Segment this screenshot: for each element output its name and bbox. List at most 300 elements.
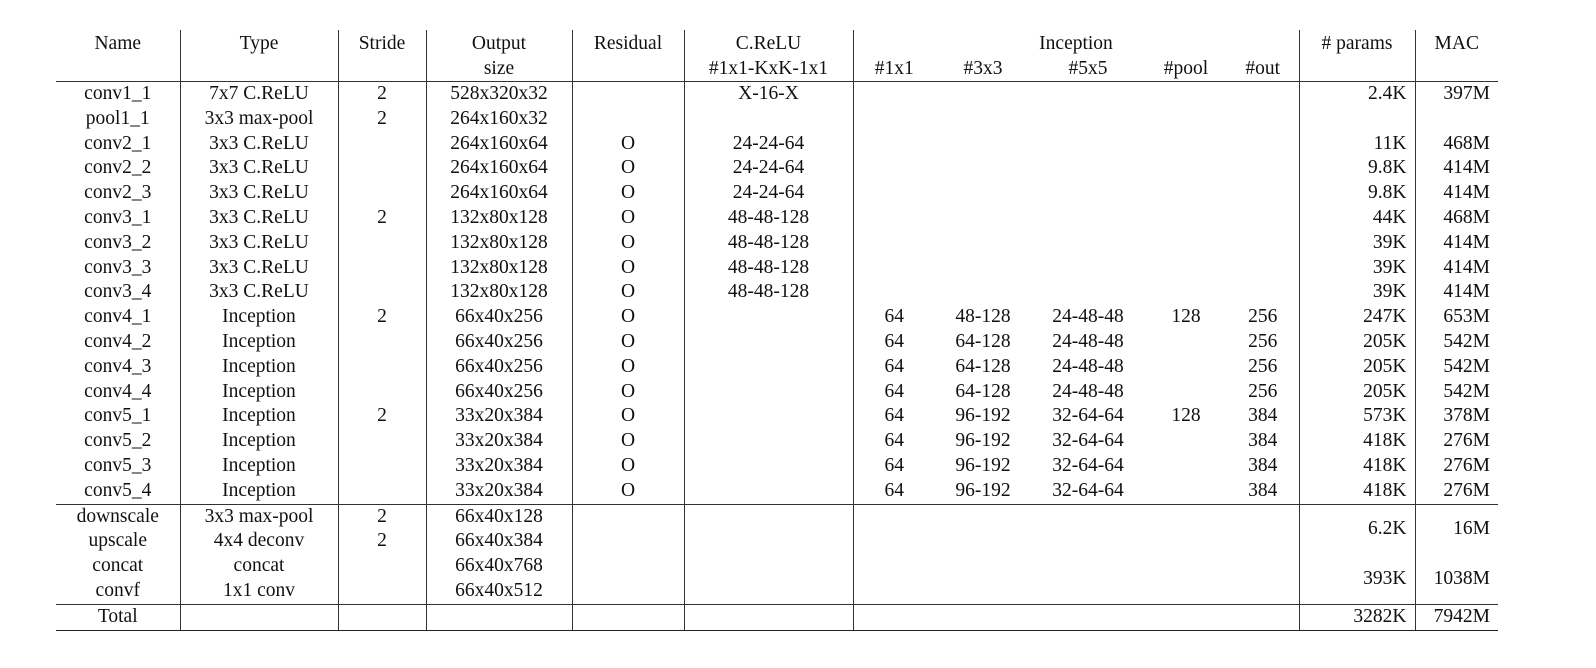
cell-residual xyxy=(572,504,684,529)
cell-inception-1x1 xyxy=(853,256,935,281)
header-inception: Inception xyxy=(853,30,1299,56)
cell-crelu xyxy=(684,305,853,330)
cell-inception-out xyxy=(1227,107,1299,132)
table-row xyxy=(56,181,1498,206)
cell-residual xyxy=(572,107,684,132)
cell-residual: O xyxy=(572,454,684,479)
table-row xyxy=(56,330,1498,355)
cell-name: conv3_4 xyxy=(84,281,152,303)
cell-params: 418K xyxy=(1299,479,1415,504)
cell-inception-1x1 xyxy=(853,82,935,107)
cell-inception-3x3 xyxy=(935,181,1031,206)
header-empty-params xyxy=(1299,56,1415,82)
header-output-line1: Output xyxy=(426,30,572,56)
cell-mac: 414M xyxy=(1415,256,1498,281)
cell-output-size: 132x80x128 xyxy=(426,256,572,281)
cell-inception-pool: 128 xyxy=(1171,306,1201,328)
cell-name: concat xyxy=(92,555,144,577)
table-body-total xyxy=(56,604,1498,630)
cell-params: 2.4K xyxy=(1299,82,1415,107)
cell-crelu: 48-48-128 xyxy=(684,280,853,305)
cell-residual: O xyxy=(572,355,684,380)
cell-params: 39K xyxy=(1299,280,1415,305)
cell-inception-5x5: 32-64-64 xyxy=(1052,454,1124,476)
cell-inception-5x5 xyxy=(1031,256,1145,281)
cell-inception-3x3 xyxy=(935,256,1031,281)
cell-inception-pool xyxy=(1145,156,1227,181)
cell-inception-3x3 xyxy=(935,132,1031,157)
table-row xyxy=(56,554,1498,579)
cell-stride: 2 xyxy=(338,529,426,554)
cell-type: 3x3 C.ReLU xyxy=(180,231,338,256)
cell-residual: O xyxy=(572,256,684,281)
cell-inception-3x3 xyxy=(935,107,1031,132)
cell-inception-5x5 xyxy=(1031,82,1145,107)
cell-inception-pool xyxy=(1145,206,1227,231)
cell-name: conv2_2 xyxy=(84,157,152,179)
cell-name: conv3_3 xyxy=(84,256,152,278)
cell-crelu xyxy=(684,554,853,579)
header-inception-1x1: #1x1 xyxy=(853,56,935,82)
header-inception-5x5: #5x5 xyxy=(1068,58,1108,79)
cell-mac: 414M xyxy=(1415,181,1498,206)
table-row xyxy=(56,454,1498,479)
cell-stride xyxy=(338,355,426,380)
header-inception-3x3: #3x3 xyxy=(963,58,1003,79)
table-row xyxy=(56,206,1498,231)
cell-residual: O xyxy=(572,380,684,405)
cell-residual: O xyxy=(572,305,684,330)
cell-inception-5x5 xyxy=(1031,181,1145,206)
cell-inception-1x1: 64 xyxy=(853,479,935,504)
cell-mac: 16M xyxy=(1415,504,1498,554)
cell-inception-3x3 xyxy=(935,280,1031,305)
cell-inception-pool xyxy=(1145,132,1227,157)
cell-output-size: 132x80x128 xyxy=(426,206,572,231)
cell-stride xyxy=(338,132,426,157)
architecture-table-container xyxy=(56,30,1498,631)
cell-residual xyxy=(572,529,684,554)
cell-crelu: 24-24-64 xyxy=(684,156,853,181)
cell-stride xyxy=(338,579,426,604)
cell-inception-1x1: 64 xyxy=(853,305,935,330)
cell-mac: 378M xyxy=(1415,404,1498,429)
cell-type: Inception xyxy=(180,429,338,454)
cell-mac: 397M xyxy=(1415,82,1498,107)
table-row xyxy=(56,504,1498,529)
cell-inception-5x5: 24-48-48 xyxy=(1052,330,1124,352)
cell-crelu: X-16-X xyxy=(684,82,853,107)
cell-type: Inception xyxy=(180,355,338,380)
cell-type: Inception xyxy=(180,479,338,504)
cell-stride xyxy=(338,256,426,281)
cell-mac: 414M xyxy=(1415,231,1498,256)
cell-type: 3x3 C.ReLU xyxy=(180,256,338,281)
cell-inception-1x1 xyxy=(853,231,935,256)
cell-stride: 2 xyxy=(338,107,426,132)
table-header xyxy=(56,30,1498,82)
cell-stride xyxy=(338,454,426,479)
cell-stride xyxy=(338,280,426,305)
cell-inception-out: 384 xyxy=(1248,405,1278,427)
cell-inception-5x5: 24-48-48 xyxy=(1052,306,1124,328)
cell-params: 44K xyxy=(1299,206,1415,231)
cell-residual xyxy=(572,604,684,630)
table-row xyxy=(56,156,1498,181)
cell-stride: 2 xyxy=(338,404,426,429)
cell-stride: 2 xyxy=(338,504,426,529)
cell-output-size: 33x20x384 xyxy=(426,454,572,479)
cell-inception-1x1: 64 xyxy=(853,380,935,405)
cell-total-label: Total xyxy=(56,604,180,630)
cell-inception-pool: 128 xyxy=(1171,405,1201,427)
cell-inception-pool xyxy=(1145,454,1227,479)
cell-residual: O xyxy=(572,479,684,504)
cell-crelu xyxy=(684,604,853,630)
cell-inception-pool xyxy=(1145,429,1227,454)
cell-total-params: 3282K xyxy=(1299,604,1415,630)
cell-stride xyxy=(338,380,426,405)
cell-residual xyxy=(572,554,684,579)
cell-inception-1x1 xyxy=(853,107,935,132)
header-empty-type xyxy=(180,56,338,82)
cell-crelu xyxy=(684,330,853,355)
cell-type: Inception xyxy=(180,404,338,429)
cell-name: downscale xyxy=(56,504,180,529)
table-row xyxy=(56,256,1498,281)
cell-name: upscale xyxy=(88,530,147,552)
cell-name: conv5_2 xyxy=(84,430,152,452)
cell-stride xyxy=(338,231,426,256)
cell-type: 3x3 C.ReLU xyxy=(180,206,338,231)
cell-stride xyxy=(338,181,426,206)
cell-inception-3x3 xyxy=(935,82,1031,107)
cell-mac: 276M xyxy=(1415,454,1498,479)
cell-mac: 414M xyxy=(1415,280,1498,305)
cell-stride: 2 xyxy=(338,82,426,107)
cell-residual xyxy=(572,579,684,604)
cell-output-size: 66x40x768 xyxy=(426,554,572,579)
cell-crelu: 48-48-128 xyxy=(684,256,853,281)
cell-type: 3x3 C.ReLU xyxy=(180,132,338,157)
cell-params: 418K xyxy=(1299,429,1415,454)
cell-type: 3x3 C.ReLU xyxy=(180,156,338,181)
cell-inception-3x3: 64-128 xyxy=(955,330,1011,352)
cell-crelu: 24-24-64 xyxy=(684,181,853,206)
cell-crelu xyxy=(684,404,853,429)
cell-inception-out xyxy=(1227,280,1299,305)
cell-output-size: 66x40x256 xyxy=(426,355,572,380)
table-row xyxy=(56,107,1498,132)
cell-output-size: 33x20x384 xyxy=(426,479,572,504)
cell-inception-3x3 xyxy=(935,231,1031,256)
cell-inception-5x5: 32-64-64 xyxy=(1052,479,1124,501)
cell-inception-pool xyxy=(1145,479,1227,504)
header-residual: Residual xyxy=(572,30,684,56)
cell-type: 3x3 C.ReLU xyxy=(180,280,338,305)
cell-inception-out: 256 xyxy=(1248,355,1278,377)
cell-inception-1x1: 64 xyxy=(853,404,935,429)
cell-params: 418K xyxy=(1299,454,1415,479)
cell-output-size: 264x160x64 xyxy=(426,181,572,206)
cell-crelu: 48-48-128 xyxy=(684,206,853,231)
cell-inception-5x5: 32-64-64 xyxy=(1052,405,1124,427)
cell-residual: O xyxy=(572,404,684,429)
header-output-line2: size xyxy=(426,56,572,82)
header-empty-mac xyxy=(1415,56,1498,82)
cell-type: 7x7 C.ReLU xyxy=(180,82,338,107)
cell-mac: 1038M xyxy=(1415,554,1498,604)
cell-inception-5x5: 24-48-48 xyxy=(1052,380,1124,402)
cell-inception-3x3: 64-128 xyxy=(955,355,1011,377)
cell-output-size: 264x160x64 xyxy=(426,132,572,157)
cell-crelu xyxy=(684,429,853,454)
cell-inception-1x1 xyxy=(853,132,935,157)
cell-inception-1x1 xyxy=(853,181,935,206)
cell-params xyxy=(1299,107,1415,132)
cell-inception-5x5 xyxy=(1031,107,1145,132)
header-inception-out: #out xyxy=(1245,58,1281,79)
cell-mac: 542M xyxy=(1415,380,1498,405)
cell-inception-1x1 xyxy=(853,280,935,305)
cell-stride xyxy=(338,479,426,504)
cell-inception-empty xyxy=(853,529,1299,554)
header-name: Name xyxy=(94,33,142,54)
cell-crelu xyxy=(684,355,853,380)
cell-residual: O xyxy=(572,429,684,454)
cell-output-size: 264x160x32 xyxy=(426,107,572,132)
cell-inception-5x5 xyxy=(1031,280,1145,305)
cell-stride xyxy=(338,429,426,454)
cell-inception-3x3 xyxy=(935,156,1031,181)
cell-inception-out xyxy=(1227,231,1299,256)
cell-type: 3x3 max-pool xyxy=(180,107,338,132)
cell-stride xyxy=(338,156,426,181)
cell-output-size: 132x80x128 xyxy=(426,280,572,305)
table-row xyxy=(56,132,1498,157)
cell-inception-out xyxy=(1227,82,1299,107)
cell-mac xyxy=(1415,107,1498,132)
cell-inception-pool xyxy=(1145,330,1227,355)
cell-mac: 414M xyxy=(1415,156,1498,181)
cell-params: 205K xyxy=(1299,380,1415,405)
cell-inception-empty xyxy=(853,604,1299,630)
total-row xyxy=(56,604,1498,630)
cell-inception-pool xyxy=(1145,355,1227,380)
cell-total-mac: 7942M xyxy=(1415,604,1498,630)
cell-output-size: 66x40x512 xyxy=(426,579,572,604)
header-crelu-line1: C.ReLU xyxy=(684,30,853,56)
cell-params: 393K xyxy=(1299,554,1415,604)
cell-name: conv5_4 xyxy=(84,479,152,501)
cell-type: 3x3 max-pool xyxy=(180,504,338,529)
cell-inception-3x3: 96-192 xyxy=(955,479,1011,501)
cell-mac: 468M xyxy=(1415,206,1498,231)
cell-name: conv2_3 xyxy=(84,182,152,204)
cell-residual: O xyxy=(572,280,684,305)
table-row xyxy=(56,82,1498,107)
cell-mac: 276M xyxy=(1415,479,1498,504)
cell-residual: O xyxy=(572,231,684,256)
cell-params: 39K xyxy=(1299,256,1415,281)
cell-inception-1x1: 64 xyxy=(853,454,935,479)
cell-crelu: 24-24-64 xyxy=(684,132,853,157)
table-row xyxy=(56,305,1498,330)
cell-output-size: 66x40x256 xyxy=(426,330,572,355)
cell-inception-1x1 xyxy=(853,156,935,181)
cell-residual: O xyxy=(572,330,684,355)
cell-stride: 2 xyxy=(338,305,426,330)
cell-type: 3x3 C.ReLU xyxy=(180,181,338,206)
cell-params: 573K xyxy=(1299,404,1415,429)
cell-stride: 2 xyxy=(338,206,426,231)
cell-type: concat xyxy=(180,554,338,579)
header-crelu-line2: #1x1-KxK-1x1 xyxy=(684,56,853,82)
cell-output-size: 66x40x256 xyxy=(426,305,572,330)
table-row xyxy=(56,404,1498,429)
cell-residual: O xyxy=(572,206,684,231)
table-row xyxy=(56,380,1498,405)
cell-crelu xyxy=(684,380,853,405)
cell-inception-1x1: 64 xyxy=(853,330,935,355)
table-row xyxy=(56,231,1498,256)
cell-params: 6.2K xyxy=(1299,504,1415,554)
header-params: # params xyxy=(1299,30,1415,56)
cell-inception-out xyxy=(1227,206,1299,231)
cell-mac: 276M xyxy=(1415,429,1498,454)
cell-inception-out: 384 xyxy=(1248,479,1278,501)
cell-crelu xyxy=(684,479,853,504)
header-empty-stride xyxy=(338,56,426,82)
table-row xyxy=(56,579,1498,604)
cell-crelu xyxy=(684,504,853,529)
cell-output-size: 66x40x384 xyxy=(426,529,572,554)
table-row xyxy=(56,280,1498,305)
cell-name: conv4_3 xyxy=(84,355,152,377)
cell-inception-out: 384 xyxy=(1248,430,1278,452)
table-row xyxy=(56,479,1498,504)
header-empty-name xyxy=(56,56,180,82)
cell-inception-out xyxy=(1227,181,1299,206)
cell-params: 11K xyxy=(1299,132,1415,157)
cell-params: 205K xyxy=(1299,355,1415,380)
cell-inception-1x1 xyxy=(853,206,935,231)
cell-name: conv3_1 xyxy=(84,206,152,228)
cell-inception-out xyxy=(1227,132,1299,157)
cell-crelu xyxy=(684,529,853,554)
cell-type: Inception xyxy=(180,305,338,330)
cell-output-size: 33x20x384 xyxy=(426,404,572,429)
cell-type: 4x4 deconv xyxy=(180,529,338,554)
cell-inception-3x3: 64-128 xyxy=(955,380,1011,402)
cell-output-size: 528x320x32 xyxy=(426,82,572,107)
cell-inception-1x1: 64 xyxy=(853,429,935,454)
cell-name: conv3_2 xyxy=(84,231,152,253)
cell-output-size: 33x20x384 xyxy=(426,429,572,454)
cell-inception-empty xyxy=(853,579,1299,604)
cell-mac: 468M xyxy=(1415,132,1498,157)
cell-inception-pool xyxy=(1145,280,1227,305)
cell-name: pool1_1 xyxy=(85,107,150,129)
cell-inception-5x5: 24-48-48 xyxy=(1052,355,1124,377)
cell-inception-5x5 xyxy=(1031,132,1145,157)
cell-inception-5x5: 32-64-64 xyxy=(1052,430,1124,452)
cell-inception-3x3: 96-192 xyxy=(955,454,1011,476)
cell-residual xyxy=(572,82,684,107)
cell-inception-out xyxy=(1227,256,1299,281)
cell-crelu xyxy=(684,454,853,479)
header-empty-residual xyxy=(572,56,684,82)
cell-params: 39K xyxy=(1299,231,1415,256)
cell-name: convf xyxy=(95,579,140,601)
cell-inception-3x3: 96-192 xyxy=(955,430,1011,452)
header-mac: MAC xyxy=(1415,30,1498,56)
cell-crelu: 48-48-128 xyxy=(684,231,853,256)
cell-type: Inception xyxy=(180,454,338,479)
cell-output-size: 66x40x128 xyxy=(426,504,572,529)
cell-inception-5x5 xyxy=(1031,231,1145,256)
cell-inception-5x5 xyxy=(1031,206,1145,231)
header-inception-pool: #pool xyxy=(1163,58,1209,79)
cell-inception-3x3 xyxy=(935,206,1031,231)
table-body-hyperfeature xyxy=(56,504,1498,604)
cell-inception-pool xyxy=(1145,231,1227,256)
cell-output-size: 66x40x256 xyxy=(426,380,572,405)
cell-name: conv4_2 xyxy=(84,330,152,352)
cell-inception-pool xyxy=(1145,181,1227,206)
cell-crelu xyxy=(684,107,853,132)
cell-name: conv4_1 xyxy=(84,306,152,328)
cell-inception-pool xyxy=(1145,107,1227,132)
table-row xyxy=(56,355,1498,380)
cell-name: conv2_1 xyxy=(84,132,152,154)
cell-crelu xyxy=(684,579,853,604)
cell-residual: O xyxy=(572,132,684,157)
cell-type: Inception xyxy=(180,380,338,405)
cell-type xyxy=(180,604,338,630)
table-row xyxy=(56,529,1498,554)
cell-type: Inception xyxy=(180,330,338,355)
cell-name: conv5_3 xyxy=(84,454,152,476)
cell-mac: 542M xyxy=(1415,330,1498,355)
cell-inception-out: 256 xyxy=(1248,306,1278,328)
table-body-main xyxy=(56,82,1498,505)
cell-stride xyxy=(338,604,426,630)
cell-inception-3x3: 96-192 xyxy=(955,405,1011,427)
cell-inception-out: 384 xyxy=(1248,454,1278,476)
cell-inception-out: 256 xyxy=(1248,330,1278,352)
cell-inception-5x5 xyxy=(1031,156,1145,181)
cell-stride xyxy=(338,330,426,355)
cell-output-size: 264x160x64 xyxy=(426,156,572,181)
cell-mac: 653M xyxy=(1415,305,1498,330)
cell-output-size: 132x80x128 xyxy=(426,231,572,256)
cell-params: 9.8K xyxy=(1299,156,1415,181)
cell-inception-pool xyxy=(1145,380,1227,405)
header-stride: Stride xyxy=(338,30,426,56)
cell-mac: 542M xyxy=(1415,355,1498,380)
cell-type: 1x1 conv xyxy=(180,579,338,604)
cell-inception-empty xyxy=(853,554,1299,579)
cell-output-size xyxy=(426,604,572,630)
cell-residual: O xyxy=(572,156,684,181)
cell-inception-empty xyxy=(853,504,1299,529)
cell-params: 205K xyxy=(1299,330,1415,355)
cell-name: conv1_1 xyxy=(56,82,180,107)
cell-name: conv4_4 xyxy=(84,380,152,402)
cell-inception-pool xyxy=(1145,82,1227,107)
cell-params: 9.8K xyxy=(1299,181,1415,206)
